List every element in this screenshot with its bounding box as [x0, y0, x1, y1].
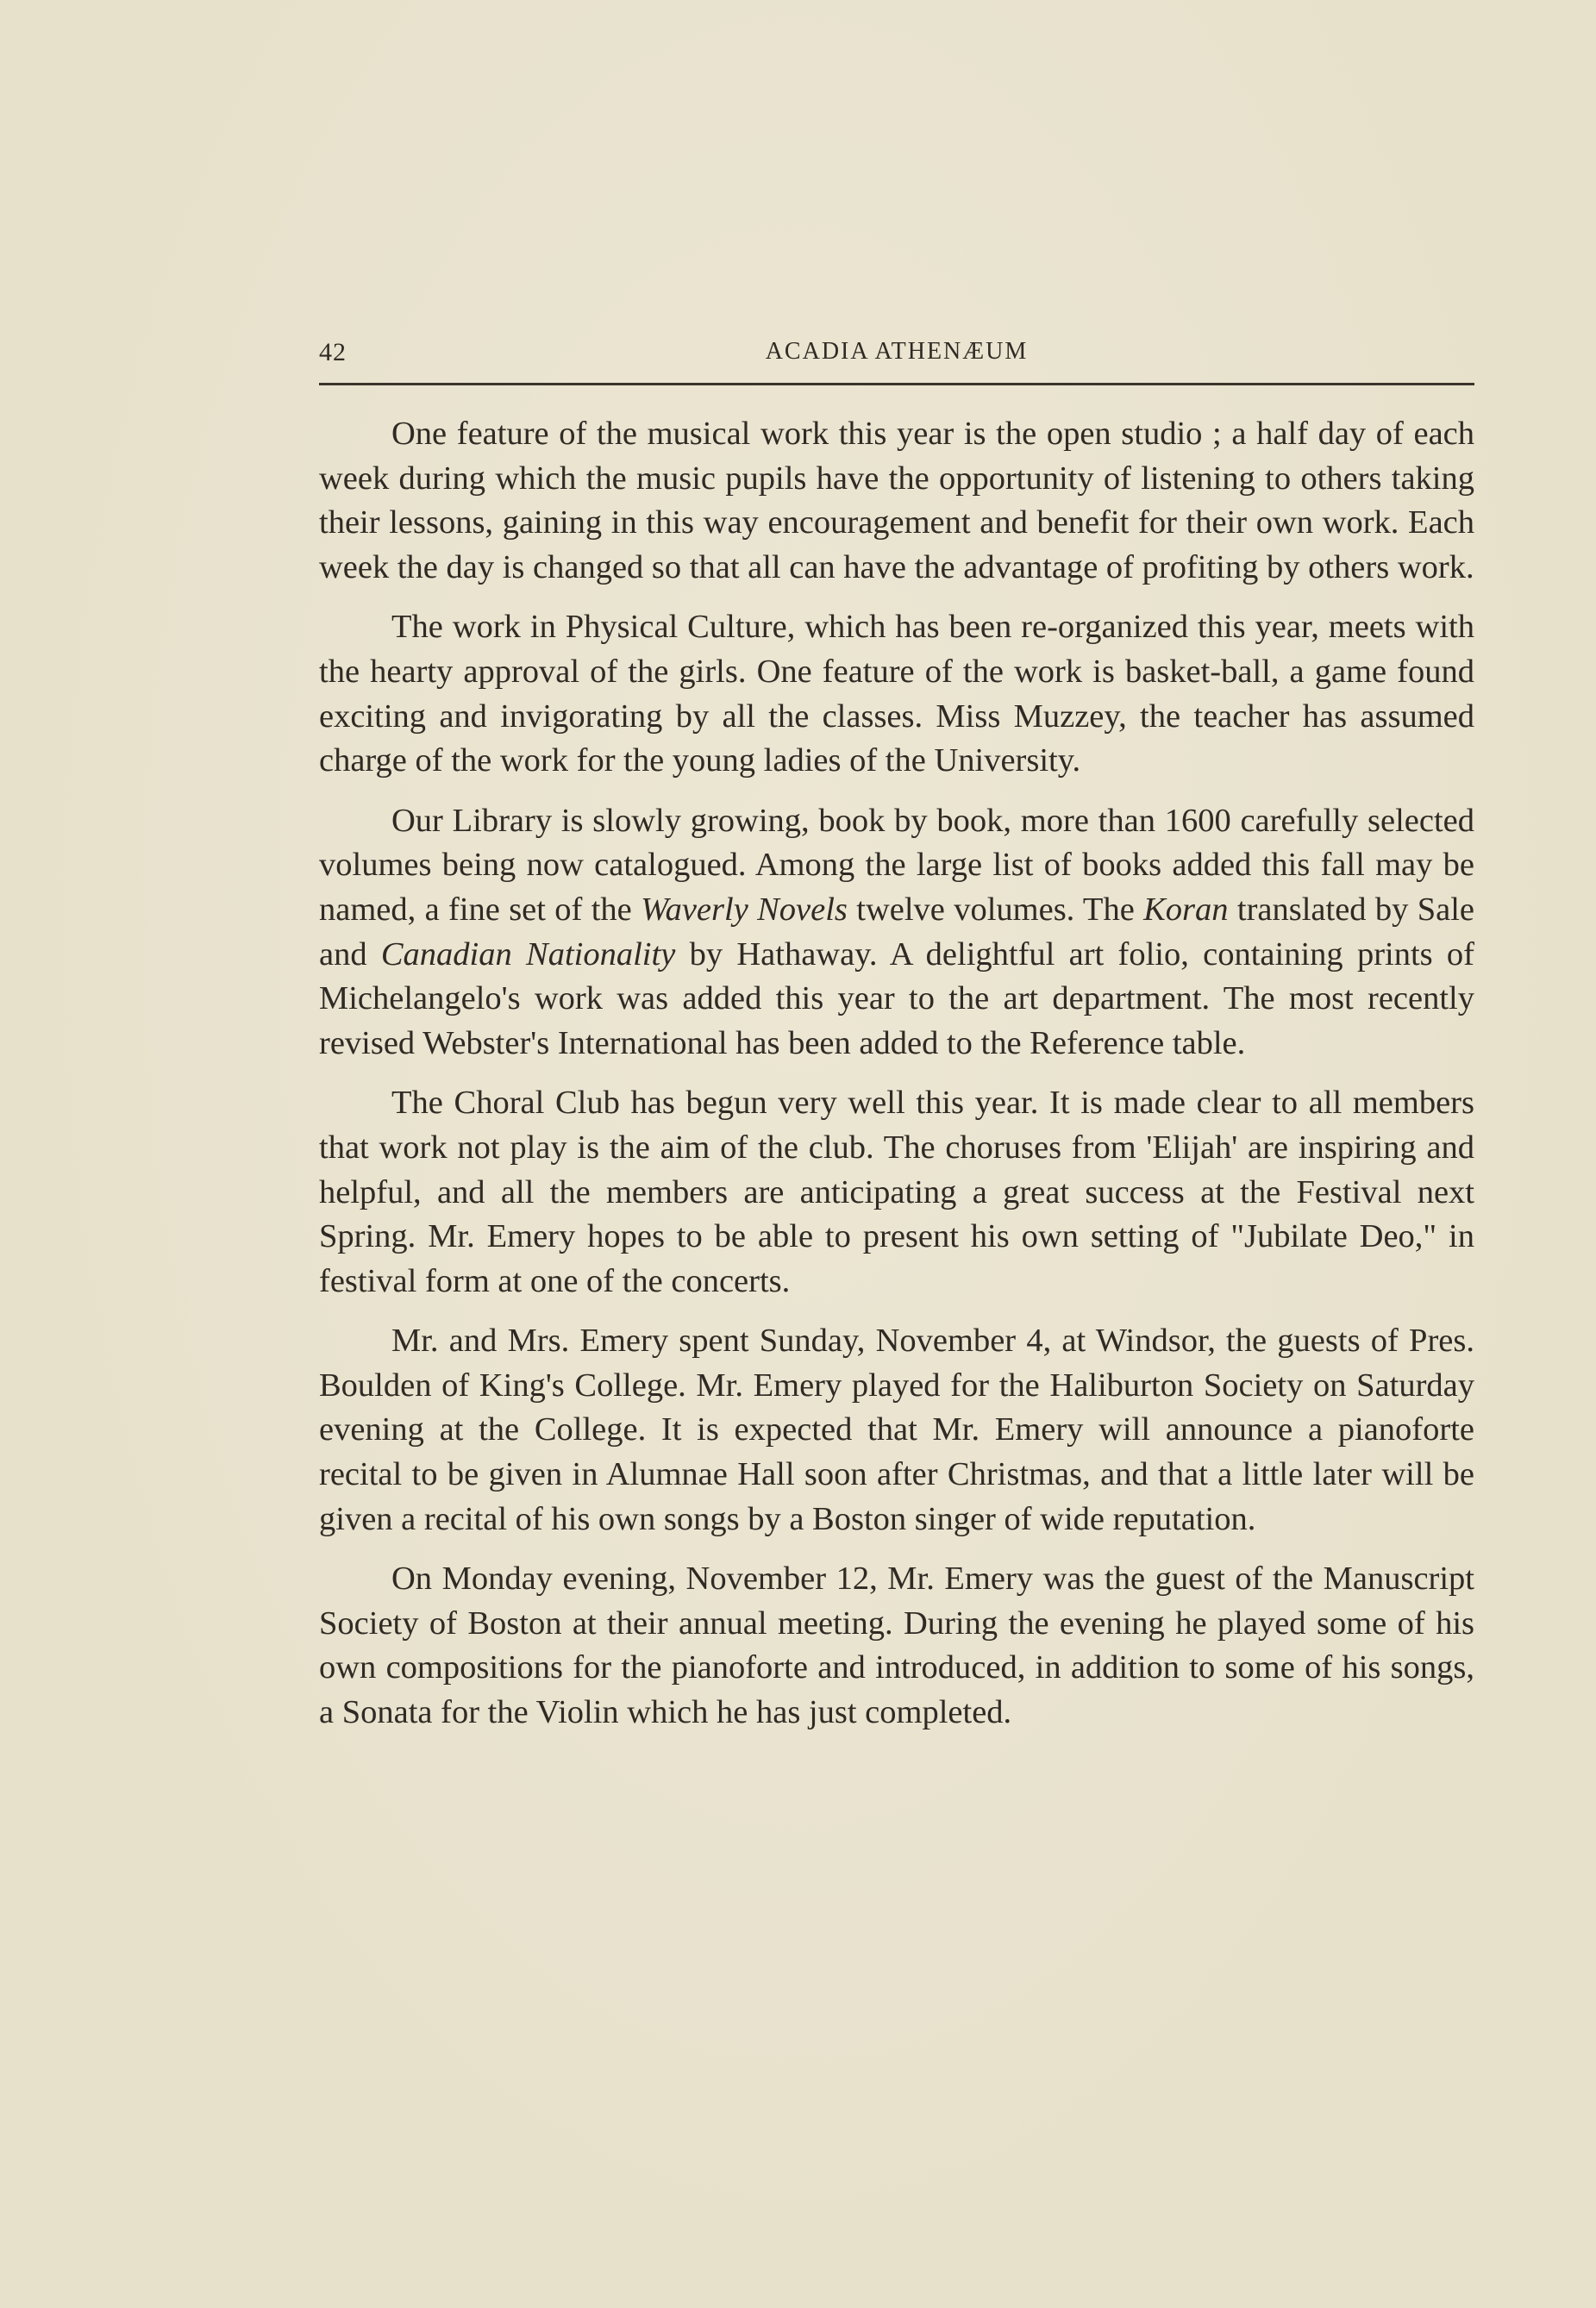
paragraph-open-studio: One feature of the musical work this year is the open studio ; a half day of each week during which the music pupils have the opportunity of listening to others taking their lessons, gaining in this way encouragement and benefit for their own work. Each week the day is changed so that all can have the advantage of profiting by others work.: [319, 416, 1474, 585]
running-title: ACADIA ATHENÆUM: [765, 338, 1029, 365]
page-header: [319, 338, 1474, 388]
paragraph-library: [319, 799, 1474, 1066]
article-body: [319, 412, 1474, 1751]
library-text-a: Our Library is slowly growing, book by book, more than 1600 carefully selected volumes being now catalogued. Among the large list of books added this fall may be named, a fine set of the: [319, 802, 1474, 928]
book-title-koran: Koran: [1143, 891, 1229, 928]
paragraph-windsor-visit: Mr. and Mrs. Emery spent Sunday, November 4, at Windsor, the guests of Pres. Boulden of King's College. Mr. Emery played for the Haliburton Society on Saturday evening at the College. It is expected that Mr. Emery will announce a pianoforte recital to be given in Alumnae Hall soon after Christmas, and that a little later will be given a recital of his own songs by a Boston singer of wide reputation.: [319, 1323, 1474, 1537]
library-text-c: translated by Sale and: [319, 891, 1474, 973]
header-rule: [319, 383, 1474, 385]
book-title-waverly-novels: Waverly Novels: [641, 891, 848, 928]
library-text-b: twelve volumes. The: [847, 891, 1144, 928]
paragraph-choral-club: The Choral Club has begun very well this year. It is made clear to all members that work not play is the aim of the club. The choruses from 'Elijah' are inspiring and helpful, and all the members are anticipating a great success at the Festival next Spring. Mr. Emery hopes to be able to present his own setting of "Jubilate Deo," in festival form at one of the concerts.: [319, 1085, 1474, 1299]
paragraph-manuscript-society: On Monday evening, November 12, Mr. Emery was the guest of the Manuscript Society of Boston at their annual meeting. During the evening he played some of his own compositions for the pianoforte and introduced, in addition to some of his songs, a Sonata for the Violin which he has just completed.: [319, 1561, 1474, 1731]
paragraph-physical-culture: The work in Physical Culture, which has been re-organized this year, meets with the hearty approval of the girls. One feature of the work is basket-ball, a game found exciting and invigorating by all the classes. Miss Muzzey, the teacher has assumed charge of the work for the young ladies of the University.: [319, 609, 1474, 779]
library-text-d: by Hathaway. A delightful art folio, containing prints of Michelangelo's work was added this year to the art department. The most recently revised Webster's International has been added to the Reference table.: [319, 935, 1474, 1061]
page-number: 42: [319, 338, 347, 366]
book-title-canadian-nationality: Canadian Nationality: [380, 935, 676, 973]
